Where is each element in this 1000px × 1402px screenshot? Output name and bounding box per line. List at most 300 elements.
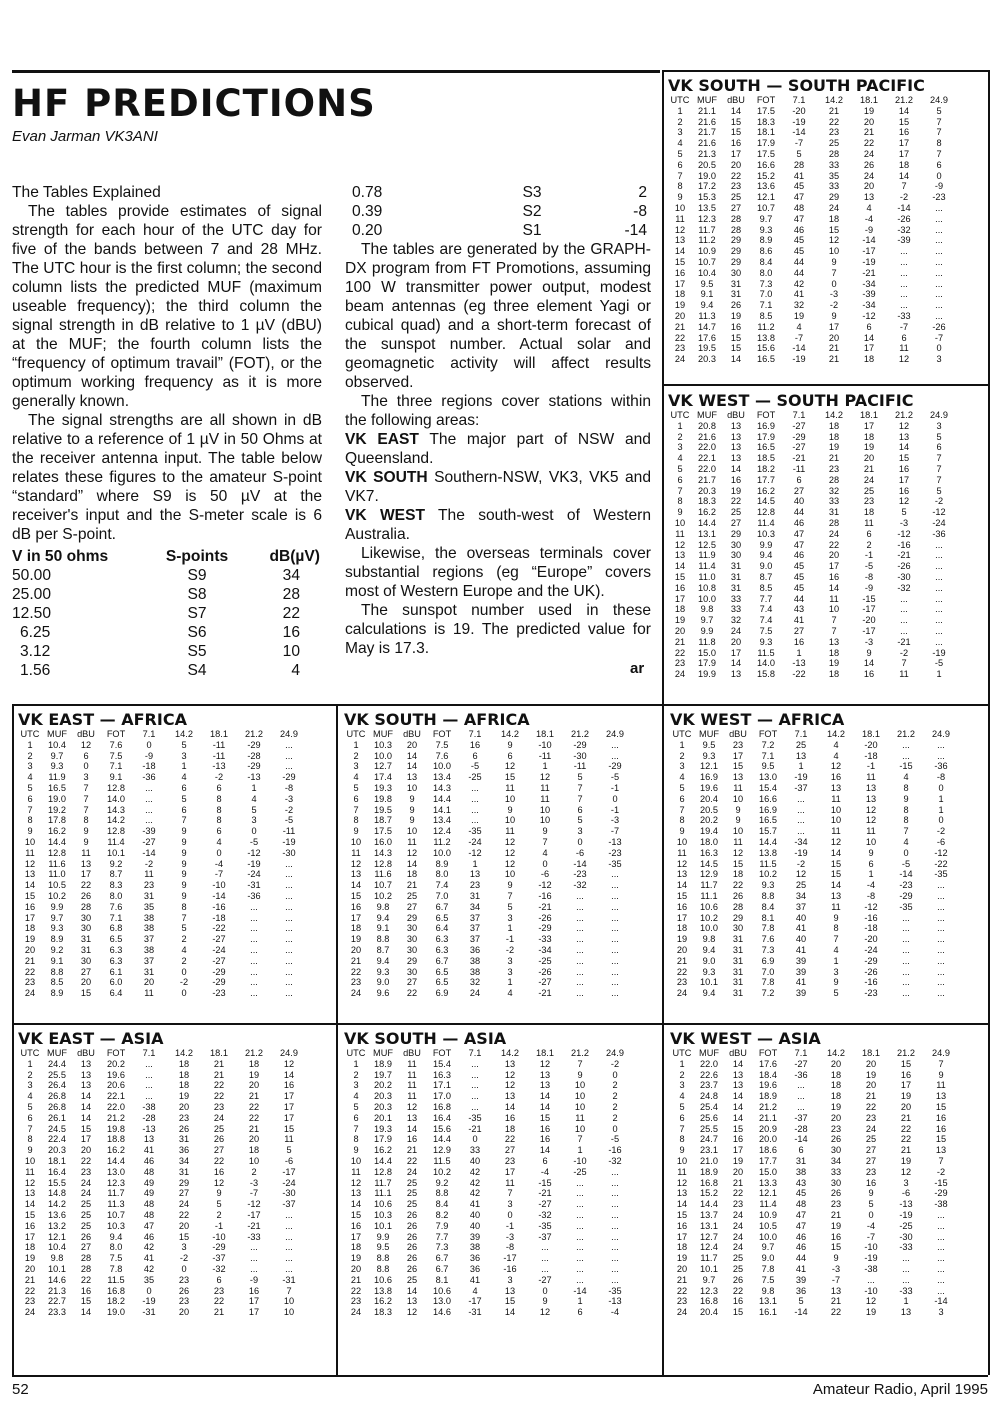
column-header: 24.9 bbox=[930, 95, 948, 105]
table-cell: -2 bbox=[899, 647, 909, 658]
table-cell: 14 bbox=[283, 1069, 295, 1080]
table-cell: 9 bbox=[83, 836, 89, 847]
table-cell: -36 bbox=[932, 528, 946, 539]
table-cell: 8.8 bbox=[50, 966, 64, 977]
table-cell: 16.1 bbox=[759, 1307, 777, 1318]
table-cell: ... bbox=[285, 955, 293, 966]
table-cell: 12 bbox=[830, 836, 842, 847]
table-cell: 41 bbox=[143, 1253, 155, 1264]
table-cell: 15 bbox=[732, 858, 744, 869]
table-cell: 29 bbox=[730, 246, 742, 257]
table-cell: 11 bbox=[407, 1069, 417, 1080]
column-header: UTC bbox=[346, 1048, 366, 1058]
table-cell: 2 bbox=[251, 1166, 257, 1177]
table-cell: 15.2 bbox=[700, 1188, 718, 1199]
table-cell: ... bbox=[797, 1080, 805, 1091]
table-cell: 6 bbox=[679, 1112, 685, 1123]
table-cell: 47 bbox=[793, 539, 805, 550]
table-cell: ... bbox=[576, 1231, 584, 1242]
table-cell: 27 bbox=[865, 1155, 877, 1166]
table-cell: 6.5 bbox=[435, 966, 449, 977]
table-cell: 9.7 bbox=[759, 213, 773, 224]
table-cell: 1 bbox=[903, 1296, 909, 1307]
table-cell: 15 bbox=[504, 772, 516, 783]
table-cell: -14 bbox=[934, 1296, 948, 1307]
table-cell: ... bbox=[902, 944, 910, 955]
table-cell: 18.5 bbox=[757, 453, 775, 464]
column-header: UTC bbox=[672, 1048, 692, 1058]
table-row bbox=[670, 1080, 958, 1091]
table-row bbox=[344, 1070, 632, 1081]
table-cell: 14.4 bbox=[433, 793, 451, 804]
table-cell: ... bbox=[285, 901, 293, 912]
table-cell: 7 bbox=[936, 474, 942, 485]
table-cell: 13 bbox=[730, 453, 742, 464]
table-row bbox=[344, 751, 632, 762]
table-cell: 20 bbox=[178, 1101, 190, 1112]
table-cell: 15 bbox=[283, 1123, 295, 1134]
table-cell: 14.4 bbox=[48, 836, 66, 847]
table-row bbox=[344, 967, 632, 978]
table-cell: ... bbox=[285, 912, 293, 923]
table-cell: 25 bbox=[80, 1220, 92, 1231]
table-cell: -2 bbox=[829, 300, 839, 311]
table-cell: 16.8 bbox=[700, 1296, 718, 1307]
table-cell: 22 bbox=[676, 1285, 688, 1296]
table-row bbox=[344, 1102, 632, 1113]
table-cell: 22 bbox=[900, 1123, 912, 1134]
table-cell: 22 bbox=[248, 1101, 260, 1112]
table-cell: 0 bbox=[831, 278, 837, 289]
table-cell: ... bbox=[611, 1188, 619, 1199]
table-cell: -35 bbox=[608, 1285, 622, 1296]
table-cell: -34 bbox=[862, 300, 876, 311]
table-cell: 6 bbox=[27, 793, 33, 804]
table-cell: ... bbox=[867, 1274, 875, 1285]
table-cell: 26 bbox=[730, 300, 742, 311]
table-row bbox=[344, 848, 632, 859]
table-cell: 3 bbox=[507, 955, 513, 966]
table-cell: 0 bbox=[181, 1263, 187, 1274]
table-row bbox=[670, 783, 958, 794]
grid-divider bbox=[662, 70, 664, 1375]
table-cell: 13 bbox=[143, 1134, 155, 1145]
table-row bbox=[344, 988, 632, 999]
table-cell: 9 bbox=[831, 310, 837, 321]
table-cell: 18 bbox=[350, 1242, 362, 1253]
column-header: MUF bbox=[373, 729, 393, 739]
table-cell: 45 bbox=[793, 582, 805, 593]
column-header: dBU bbox=[727, 95, 745, 105]
table-cell: 15.2 bbox=[757, 170, 775, 181]
column-header: MUF bbox=[697, 410, 717, 420]
table-cell: ... bbox=[285, 1231, 293, 1242]
table-row bbox=[670, 1264, 958, 1275]
table-cell: 9 bbox=[735, 815, 741, 826]
column-header: 18.1 bbox=[860, 95, 878, 105]
table-cell: ... bbox=[935, 561, 943, 572]
table-cell: 5 bbox=[901, 507, 907, 518]
region-text: The major part of NSW and Queensland. bbox=[345, 431, 651, 467]
table-row bbox=[18, 988, 306, 999]
table-row bbox=[344, 1264, 632, 1275]
table-cell: ... bbox=[471, 804, 479, 815]
table-cell: 11.2 bbox=[757, 321, 775, 332]
table-cell: 9.4 bbox=[702, 988, 716, 999]
table-row bbox=[344, 837, 632, 848]
table-cell: 1 bbox=[798, 761, 804, 772]
table-cell: 22 bbox=[350, 1285, 362, 1296]
table-cell: 43 bbox=[795, 1177, 807, 1188]
table-cell: 15 bbox=[730, 127, 742, 138]
table-cell: 14 bbox=[732, 1058, 744, 1069]
table-cell: 18 bbox=[863, 354, 875, 365]
table-cell: -38 bbox=[142, 1101, 156, 1112]
s-point-cell: 1.56 bbox=[20, 662, 51, 679]
table-row bbox=[18, 956, 306, 967]
table-cell: 1 bbox=[833, 955, 839, 966]
table-cell: ... bbox=[611, 1166, 619, 1177]
table-cell: 2 bbox=[216, 1209, 222, 1220]
table-cell: ... bbox=[250, 966, 258, 977]
table-cell: -2 bbox=[899, 192, 909, 203]
column-header: 21.2 bbox=[895, 95, 913, 105]
table-cell: -23 bbox=[573, 869, 587, 880]
table-row bbox=[668, 235, 956, 246]
table-row bbox=[668, 572, 956, 583]
table-cell: 10 bbox=[24, 1155, 36, 1166]
table-row bbox=[670, 1221, 958, 1232]
table-cell: 19 bbox=[676, 934, 688, 945]
table-cell: 2 bbox=[679, 1069, 685, 1080]
table-cell: 3 bbox=[936, 354, 942, 365]
table-row bbox=[18, 1156, 306, 1167]
table-cell: 41 bbox=[793, 615, 805, 626]
table-cell: 14 bbox=[539, 1091, 551, 1102]
table-cell: 13 bbox=[935, 1145, 947, 1156]
table-cell: 9.7 bbox=[761, 1242, 775, 1253]
table-cell: 16 bbox=[865, 1177, 877, 1188]
s-point-table-continued bbox=[352, 183, 648, 240]
table-cell: ... bbox=[937, 1274, 945, 1285]
column-header: FOT bbox=[756, 95, 776, 105]
table-cell: ... bbox=[900, 278, 908, 289]
table-cell: 5 bbox=[216, 1199, 222, 1210]
column-header: 14.2 bbox=[825, 410, 843, 420]
table-row bbox=[18, 805, 306, 816]
table-cell: 31 bbox=[143, 966, 155, 977]
table-cell: 28 bbox=[80, 1263, 92, 1274]
table-cell: 20 bbox=[863, 181, 875, 192]
table-cell: 15 bbox=[24, 1209, 36, 1220]
table-cell: ... bbox=[145, 1080, 153, 1091]
table-cell: ... bbox=[937, 880, 945, 891]
table-cell: 10.2 bbox=[700, 912, 718, 923]
table-cell: 3 bbox=[938, 1307, 944, 1318]
table-cell: -14 bbox=[862, 235, 876, 246]
table-cell: 8.6 bbox=[759, 246, 773, 257]
table-cell: 21 bbox=[863, 127, 875, 138]
grid-divider bbox=[988, 70, 990, 1375]
table-cell: 7.3 bbox=[761, 944, 775, 955]
table-cell: 10.0 bbox=[700, 923, 718, 934]
grid-divider bbox=[12, 704, 990, 706]
table-cell: 8.0 bbox=[109, 890, 123, 901]
table-cell: -7 bbox=[794, 332, 804, 343]
table-row bbox=[668, 279, 956, 290]
table-cell: 21 bbox=[213, 1058, 225, 1069]
table-cell: 24 bbox=[350, 988, 362, 999]
table-cell: 12 bbox=[539, 772, 551, 783]
table-cell: 4 bbox=[27, 1091, 33, 1102]
table-cell: 12.5 bbox=[698, 539, 716, 550]
table-cell: 25 bbox=[863, 485, 875, 496]
table-cell: 23 bbox=[676, 977, 688, 988]
table-row bbox=[670, 826, 958, 837]
table-cell: 21 bbox=[830, 1209, 842, 1220]
table-cell: ... bbox=[937, 955, 945, 966]
table-cell: 15.4 bbox=[433, 1058, 451, 1069]
prediction-table bbox=[344, 729, 632, 999]
table-cell: 9 bbox=[409, 793, 415, 804]
table-cell: 11 bbox=[407, 1058, 417, 1069]
table-cell: ... bbox=[902, 955, 910, 966]
table-cell: 13.7 bbox=[700, 1209, 718, 1220]
table-cell: 16 bbox=[730, 138, 742, 149]
table-cell: -28 bbox=[247, 750, 261, 761]
table-cell: 42 bbox=[469, 1166, 481, 1177]
table-cell: ... bbox=[900, 593, 908, 604]
table-cell: 21 bbox=[732, 1177, 744, 1188]
page-title: HF PREDICTIONS bbox=[12, 82, 376, 125]
table-cell: 2 bbox=[353, 1069, 359, 1080]
column-header: 18.1 bbox=[862, 729, 880, 739]
table-cell: 23 bbox=[865, 1166, 877, 1177]
table-cell: -19 bbox=[247, 858, 261, 869]
table-cell: 10 bbox=[676, 1155, 688, 1166]
table-cell: 13.1 bbox=[698, 528, 716, 539]
table-cell: 40 bbox=[469, 1155, 481, 1166]
table-cell: 7 bbox=[901, 181, 907, 192]
table-cell: 25 bbox=[732, 1263, 744, 1274]
table-cell: ... bbox=[937, 944, 945, 955]
table-cell: 9.4 bbox=[376, 912, 390, 923]
table-cell: 6.3 bbox=[435, 944, 449, 955]
table-cell: 19 bbox=[863, 442, 875, 453]
column-header: 24.9 bbox=[280, 729, 298, 739]
column-header: UTC bbox=[670, 410, 690, 420]
table-cell: 14.4 bbox=[107, 1155, 125, 1166]
table-cell: 16.9 bbox=[700, 772, 718, 783]
table-cell: 14.6 bbox=[48, 1274, 66, 1285]
table-cell: 6 bbox=[866, 321, 872, 332]
table-cell: ... bbox=[935, 582, 943, 593]
table-cell: 8.0 bbox=[759, 267, 773, 278]
column-header: 18.1 bbox=[536, 1048, 554, 1058]
table-cell: 14.5 bbox=[700, 858, 718, 869]
table-cell: 0 bbox=[936, 170, 942, 181]
table-cell: 11 bbox=[351, 847, 361, 858]
table-cell: 10 bbox=[828, 604, 840, 615]
column-header: UTC bbox=[20, 729, 40, 739]
table-cell: 10.1 bbox=[374, 1220, 392, 1231]
article-column-2 bbox=[345, 240, 651, 658]
table-cell: 39 bbox=[795, 966, 807, 977]
table-row bbox=[668, 225, 956, 236]
table-row bbox=[670, 1167, 958, 1178]
table-cell: 17 bbox=[900, 1080, 912, 1091]
table-cell: 19.3 bbox=[374, 1123, 392, 1134]
table-cell: 9 bbox=[868, 1188, 874, 1199]
table-cell: -21 bbox=[897, 550, 911, 561]
table-cell: -26 bbox=[932, 321, 946, 332]
table-row bbox=[18, 1145, 306, 1156]
table-cell: ... bbox=[285, 739, 293, 750]
table-cell: 20.3 bbox=[48, 1145, 66, 1156]
table-cell: 11 bbox=[25, 847, 35, 858]
table-cell: 13 bbox=[504, 1058, 516, 1069]
table-cell: 35 bbox=[828, 170, 840, 181]
table-cell: 21 bbox=[900, 1112, 912, 1123]
table-cell: 19 bbox=[865, 1307, 877, 1318]
table-cell: 13 bbox=[80, 1058, 92, 1069]
table-cell: 16 bbox=[898, 127, 910, 138]
table-cell: 21 bbox=[406, 1145, 418, 1156]
table-cell: 28 bbox=[730, 224, 742, 235]
table-cell: -10 bbox=[538, 739, 552, 750]
table-cell: 1 bbox=[507, 977, 513, 988]
table-row bbox=[670, 1156, 958, 1167]
table-cell: 11 bbox=[831, 826, 841, 837]
table-cell: -19 bbox=[862, 256, 876, 267]
table-cell: 23 bbox=[828, 127, 840, 138]
table-cell: ... bbox=[900, 604, 908, 615]
table-cell: ... bbox=[937, 750, 945, 761]
table-cell: -10 bbox=[864, 1285, 878, 1296]
table-cell: 20.9 bbox=[759, 1123, 777, 1134]
table-cell: 10 bbox=[504, 793, 516, 804]
table-cell: 0 bbox=[938, 815, 944, 826]
table-cell: 9.2 bbox=[109, 858, 123, 869]
table-cell: 3 bbox=[677, 442, 683, 453]
column-header: MUF bbox=[47, 729, 67, 739]
table-cell: 24 bbox=[828, 202, 840, 213]
table-cell: -27 bbox=[212, 955, 226, 966]
table-row bbox=[668, 648, 956, 659]
table-cell: 12 bbox=[504, 1080, 516, 1091]
table-cell: 8.7 bbox=[759, 571, 773, 582]
table-cell: 15 bbox=[732, 761, 744, 772]
table-cell: 30 bbox=[80, 955, 92, 966]
table-cell: 17 bbox=[732, 750, 744, 761]
table-cell: 41 bbox=[793, 170, 805, 181]
table-cell: 32 bbox=[469, 977, 481, 988]
column-header: 18.1 bbox=[536, 729, 554, 739]
table-cell: 9 bbox=[181, 880, 187, 891]
table-cell: 7 bbox=[83, 782, 89, 793]
table-cell: 16 bbox=[830, 772, 842, 783]
table-cell: 3 bbox=[353, 761, 359, 772]
table-cell: 0 bbox=[507, 1209, 513, 1220]
table-cell: 12 bbox=[283, 1058, 295, 1069]
table-cell: 30 bbox=[730, 267, 742, 278]
table-cell: -37 bbox=[538, 1231, 552, 1242]
table-cell: 7 bbox=[181, 815, 187, 826]
table-cell: -29 bbox=[608, 761, 622, 772]
table-cell: 12 bbox=[830, 761, 842, 772]
table-cell: 19.8 bbox=[107, 1123, 125, 1134]
table-header-row bbox=[670, 1048, 958, 1059]
table-cell: -3 bbox=[249, 1177, 259, 1188]
table-cell: 9 bbox=[577, 1069, 583, 1080]
table-cell: 7.8 bbox=[761, 977, 775, 988]
table-cell: 9.9 bbox=[376, 1231, 390, 1242]
table-cell: 14.4 bbox=[698, 517, 716, 528]
table-cell: 16 bbox=[24, 1220, 36, 1231]
table-cell: 23 bbox=[178, 1112, 190, 1123]
table-cell: 18 bbox=[676, 923, 688, 934]
table-cell: ... bbox=[611, 923, 619, 934]
table-cell: -29 bbox=[573, 739, 587, 750]
table-cell: -16 bbox=[897, 539, 911, 550]
table-cell: 7 bbox=[83, 793, 89, 804]
table-row bbox=[668, 181, 956, 192]
table-cell: 17 bbox=[828, 321, 840, 332]
table-row bbox=[668, 540, 956, 551]
table-cell: 16.5 bbox=[757, 354, 775, 365]
table-cell: 12.1 bbox=[757, 192, 775, 203]
table-cell: 13.1 bbox=[759, 1296, 777, 1307]
table-cell: -29 bbox=[212, 1242, 226, 1253]
table-cell: 17.4 bbox=[374, 772, 392, 783]
table-cell: 16.5 bbox=[48, 782, 66, 793]
table-cell: ... bbox=[145, 793, 153, 804]
table-cell: -2 bbox=[179, 977, 189, 988]
table-cell: 45 bbox=[793, 235, 805, 246]
table-cell: 30 bbox=[406, 934, 418, 945]
table-cell: 8.2 bbox=[435, 1209, 449, 1220]
table-cell: -6 bbox=[901, 1188, 911, 1199]
table-cell: 24 bbox=[213, 1112, 225, 1123]
table-cell: -20 bbox=[864, 934, 878, 945]
table-cell: -17 bbox=[282, 1166, 296, 1177]
table-title: VK WEST — ASIA bbox=[670, 1029, 821, 1048]
table-cell: 12 bbox=[674, 224, 686, 235]
table-cell: ... bbox=[900, 289, 908, 300]
table-cell: 9.5 bbox=[700, 278, 714, 289]
table-cell: 41 bbox=[795, 1263, 807, 1274]
grid-divider bbox=[12, 1023, 990, 1025]
column-header: dBU bbox=[729, 729, 747, 739]
table-cell: -8 bbox=[866, 890, 876, 901]
article-sign-off: ar bbox=[630, 660, 645, 677]
s-point-cell: S7 bbox=[187, 605, 207, 622]
table-cell: 5 bbox=[936, 105, 942, 116]
table-cell: 12 bbox=[350, 858, 362, 869]
table-cell: -33 bbox=[247, 1231, 261, 1242]
table-cell: -16 bbox=[864, 912, 878, 923]
table-cell: 31 bbox=[730, 289, 742, 300]
table-cell: -5 bbox=[934, 658, 944, 669]
table-cell: 17.8 bbox=[48, 815, 66, 826]
table-cell: ... bbox=[611, 1263, 619, 1274]
table-cell: 12.3 bbox=[700, 1285, 718, 1296]
table-cell: 3 bbox=[507, 1274, 513, 1285]
table-cell: 8.1 bbox=[761, 912, 775, 923]
table-cell: 46 bbox=[795, 1242, 807, 1253]
table-cell: 19.9 bbox=[698, 669, 716, 680]
table-cell: 9.9 bbox=[759, 539, 773, 550]
